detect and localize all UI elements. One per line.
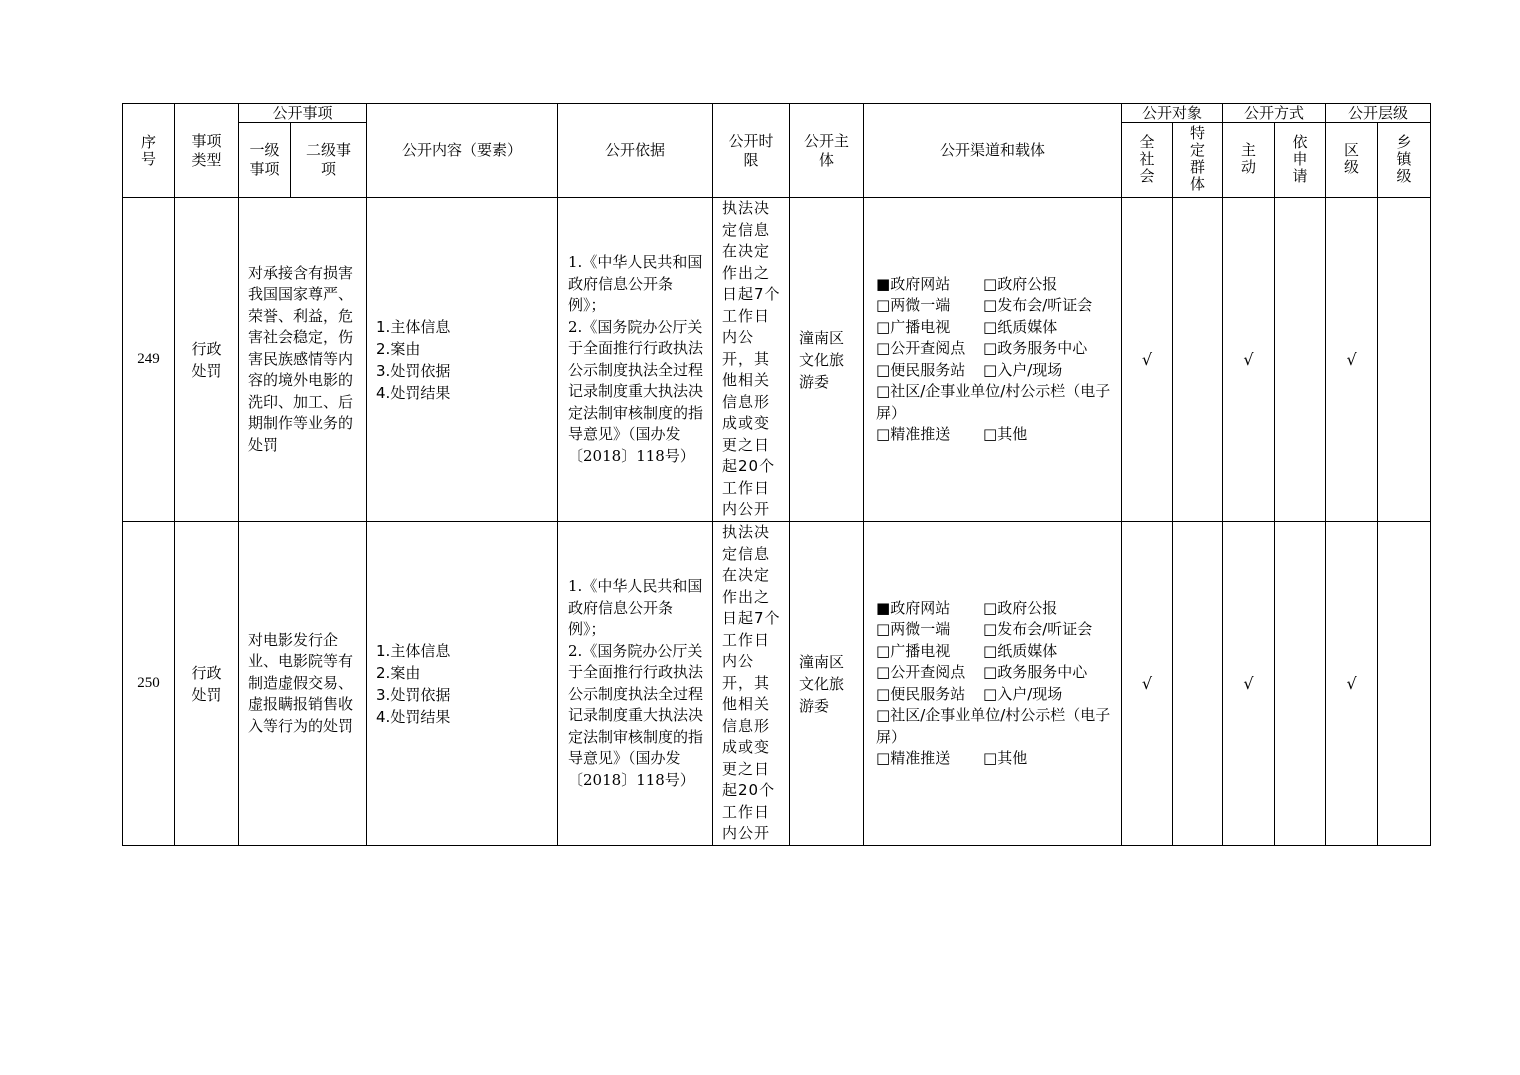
- row-subject: 潼南区文化旅游委: [790, 522, 864, 846]
- header-basis: 公开依据: [558, 104, 713, 198]
- row-time-limit: 执法决定信息在决定作出之日起7个工作日内公开，其他相关信息形成或变更之日起20个工作日内公开: [713, 522, 790, 846]
- header-method: 公开方式: [1223, 104, 1326, 123]
- row-item: 对电影发行企业、电影院等有制造虚假交易、虚报瞒报销售收入等行为的处罚: [239, 522, 367, 846]
- row-target-specific: [1173, 198, 1223, 522]
- header-level1: 一级事项: [239, 123, 291, 198]
- header-level-town: 乡镇级: [1378, 123, 1431, 198]
- disclosure-table: [122, 103, 1431, 846]
- row-level-town: [1378, 522, 1431, 846]
- row-seq: 249: [123, 198, 175, 522]
- header-method-apply: 依申请: [1275, 123, 1326, 198]
- header-target-all: 全社会: [1122, 123, 1173, 198]
- header-public-item: 公开事项: [239, 104, 367, 123]
- header-level2: 二级事项: [291, 123, 367, 198]
- row-item: 对承接含有损害我国国家尊严、荣誉、利益，危害社会稳定，伤害民族感情等内容的境外电影的洗印、加工、后期制作等业务的处罚: [239, 198, 367, 522]
- row-method-apply: [1275, 198, 1326, 522]
- row-channels: ■政府网站 □政府公报 □两微一端 □发布会/听证会 □广播电视 □纸质媒体 □公开查阅点 □政务服务中心 □便民服务站 □入户/现场 □社区/企事业单位/村公示栏（电子屏） □精准推送 □其他: [864, 198, 1122, 522]
- row-type: 行政处罚: [175, 198, 239, 522]
- header-target-specific: 特定群体: [1173, 123, 1223, 198]
- row-target-specific: [1173, 522, 1223, 846]
- row-basis: 1.《中华人民共和国政府信息公开条例》； 2.《国务院办公厅关于全面推行行政执法公示制度执法全过程记录制度重大执法决定法制审核制度的指导意见》（国办发〔2018〕118号）: [558, 522, 713, 846]
- header-subject: 公开主体: [790, 104, 864, 198]
- row-channels: ■政府网站 □政府公报 □两微一端 □发布会/听证会 □广播电视 □纸质媒体 □公开查阅点 □政务服务中心 □便民服务站 □入户/现场 □社区/企事业单位/村公示栏（电子屏） □精准推送 □其他: [864, 522, 1122, 846]
- row-content: 1.主体信息 2.案由 3.处罚依据 4.处罚结果: [367, 198, 558, 522]
- row-target-all: √: [1122, 522, 1173, 846]
- row-basis: 1.《中华人民共和国政府信息公开条例》； 2.《国务院办公厅关于全面推行行政执法公示制度执法全过程记录制度重大执法决定法制审核制度的指导意见》（国办发〔2018〕118号）: [558, 198, 713, 522]
- header-content: 公开内容（要素）: [367, 104, 558, 198]
- header-channels: 公开渠道和载体: [864, 104, 1122, 198]
- row-method-active: √: [1223, 522, 1275, 846]
- row-seq: 250: [123, 522, 175, 846]
- row-type: 行政处罚: [175, 522, 239, 846]
- row-level-district: √: [1326, 198, 1378, 522]
- row-method-active: √: [1223, 198, 1275, 522]
- header-method-active: 主动: [1223, 123, 1275, 198]
- header-level-district: 区级: [1326, 123, 1378, 198]
- header-time-limit: 公开时限: [713, 104, 790, 198]
- header-seq: 序号: [123, 104, 175, 198]
- header-level: 公开层级: [1326, 104, 1431, 123]
- table-row: [123, 198, 1431, 522]
- row-method-apply: [1275, 522, 1326, 846]
- row-content: 1.主体信息 2.案由 3.处罚依据 4.处罚结果: [367, 522, 558, 846]
- table-row: [123, 522, 1431, 846]
- header-item-type: 事项类型: [175, 104, 239, 198]
- header-target: 公开对象: [1122, 104, 1223, 123]
- row-level-town: [1378, 198, 1431, 522]
- row-time-limit: 执法决定信息在决定作出之日起7个工作日内公开，其他相关信息形成或变更之日起20个工作日内公开: [713, 198, 790, 522]
- row-level-district: √: [1326, 522, 1378, 846]
- row-target-all: √: [1122, 198, 1173, 522]
- row-subject: 潼南区文化旅游委: [790, 198, 864, 522]
